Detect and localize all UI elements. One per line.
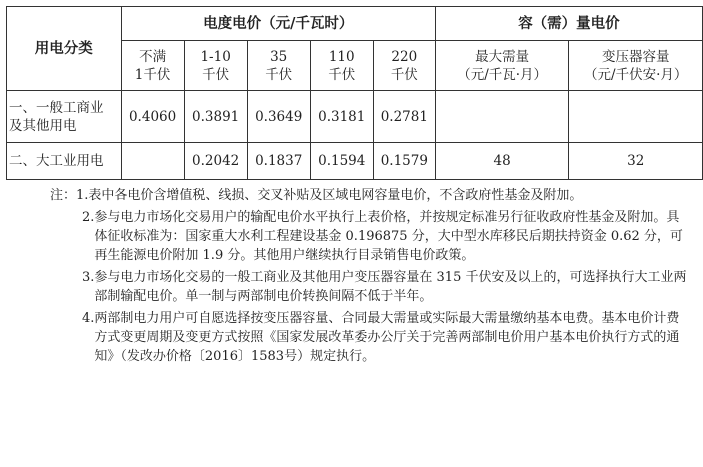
- transformer-cell: 32: [569, 143, 703, 180]
- note-text: 参与电力市场化交易用户的输配电价水平执行上表价格，并按规定标准另行征收政府性基金及附加。具体征收标准为：国家重大水利工程建设基金 0.196875 分，大中型水库移民后期扶持资金 0.62 分，可再生能源电价附加 1.9 分。其他用户继续执行目录销售电价政策。: [94, 210, 683, 263]
- energy-price-header: 电度电价（元/千瓦时）: [121, 7, 435, 41]
- capacity-col-header: 变压器容量 （元/千伏安·月）: [569, 41, 703, 91]
- note-number: 2.: [82, 210, 95, 225]
- row-label: 二、大工业用电: [7, 143, 122, 180]
- capacity-price-header: 容（需）量电价: [435, 7, 702, 41]
- price-cell: 0.2781: [373, 91, 435, 143]
- price-cell: 0.3181: [310, 91, 373, 143]
- price-cell: 0.3649: [247, 91, 310, 143]
- table-row: [7, 91, 703, 143]
- note-number: 3.: [82, 270, 95, 285]
- category-header: 用电分类: [7, 7, 122, 91]
- voltage-col-header: 110 千伏: [310, 41, 373, 91]
- notes-section: [50, 186, 690, 369]
- price-cell: 0.4060: [121, 91, 184, 143]
- voltage-col-header: 35 千伏: [247, 41, 310, 91]
- price-table: [6, 6, 703, 180]
- voltage-col-header: 1-10 千伏: [184, 41, 247, 91]
- notes-prefix: 注：1.: [50, 188, 89, 203]
- voltage-col-header: 不满 1千伏: [121, 41, 184, 91]
- note-item: [50, 309, 690, 366]
- note-number: 4.: [82, 311, 95, 326]
- note-item: [50, 208, 690, 265]
- capacity-col-header: 最大需量 （元/千瓦·月）: [435, 41, 569, 91]
- note-text: 表中各电价含增值税、线损、交叉补贴及区域电网容量电价，不含政府性基金及附加。: [88, 188, 583, 203]
- note-text: 两部制电力用户可自愿选择按变压器容量、合同最大需量或实际最大需量缴纳基本电费。基本电价计费方式变更周期及变更方式按照《国家发展改革委办公厅关于完善两部制电价用户基本电价执行方式的通知》（发改办价格〔2016〕1583号）规定执行。: [94, 311, 680, 364]
- price-cell: 0.1594: [310, 143, 373, 180]
- price-cell: 0.2042: [184, 143, 247, 180]
- row-label: 一、一般工商业 及其他用电: [7, 91, 122, 143]
- note-item: [50, 186, 690, 205]
- table-row: [7, 143, 703, 180]
- note-item: [50, 268, 690, 306]
- price-cell: 0.1837: [247, 143, 310, 180]
- voltage-col-header: 220 千伏: [373, 41, 435, 91]
- price-cell: [121, 143, 184, 180]
- note-text: 参与电力市场化交易的一般工商业及其他用户变压器容量在 315 千伏安及以上的，可选择执行大工业两部制输配电价。单一制与两部制电价转换间隔不低于半年。: [94, 270, 687, 304]
- max-demand-cell: 48: [435, 143, 569, 180]
- transformer-cell: [569, 91, 703, 143]
- price-cell: 0.3891: [184, 91, 247, 143]
- price-cell: 0.1579: [373, 143, 435, 180]
- max-demand-cell: [435, 91, 569, 143]
